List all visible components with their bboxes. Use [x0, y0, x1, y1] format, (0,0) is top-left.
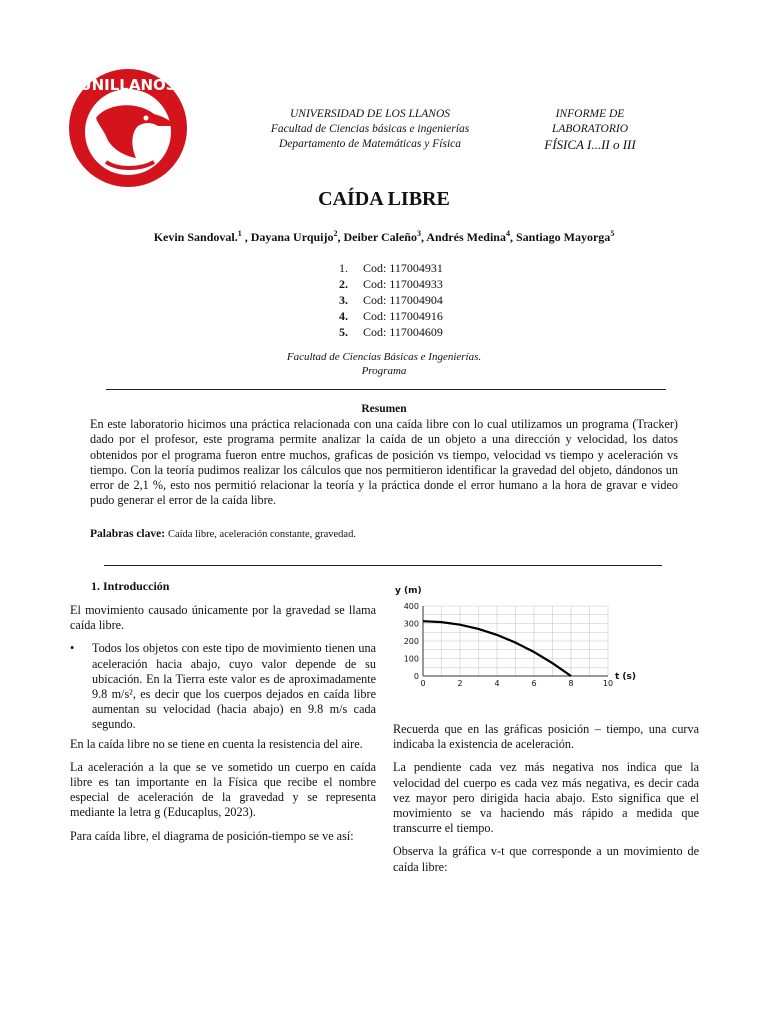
affiliation-line-1: Facultad de Ciencias Básicas e Ingenierías. [286, 351, 482, 363]
chart-x-axis-label: t (s) [615, 672, 637, 682]
keywords [90, 528, 678, 540]
paragraph: En la caída libre no se tiene en cuenta la resistencia del aire. [70, 736, 363, 751]
author-list [0, 229, 768, 245]
author-sup: 1 [237, 229, 242, 238]
university-logo [66, 66, 190, 190]
author-sup: 2 [333, 229, 338, 238]
code-text: Cod: 117004916 [363, 309, 443, 323]
paragraph: El movimiento causado únicamente por la gravedad se llama caída libre. [70, 603, 376, 633]
chart-y-tick-label: 100 [403, 654, 419, 664]
paragraph: La aceleración a la que se ve sometido un cuerpo en caída libre es tan importante en la Física que recibe el nombre especial de aceleración de la gravedad y se representa mediante la letra g (Educaplus, 2023). [70, 759, 376, 820]
chart-y-tick-label: 200 [403, 637, 419, 646]
code-number: 4. [339, 309, 348, 323]
bullet-icon: • [70, 641, 75, 656]
chart-y-tick-label: 0 [413, 672, 419, 681]
paragraph: La pendiente cada vez más negativa nos indica que la velocidad del cuerpo es cada vez más negativa, es decir cada vez mayor pero dirigida hacia abajo. Esto significa que el movimiento se va haciendo más rápido a medida que transcurre el tiempo. [393, 760, 699, 836]
author-sep: , [509, 230, 516, 244]
chart-x-tick-label: 8 [568, 679, 574, 688]
chart-y-tick-label: 400 [403, 602, 419, 611]
report-header [530, 107, 650, 152]
university-name: UNIVERSIDAD DE LOS LLANOS [289, 108, 451, 120]
paragraph: Recuerda que en las gráficas posición – tiempo, una curva indicaba la existencia de aceleración. [393, 722, 699, 752]
paragraph: Para caída libre, el diagrama de posición-tiempo se ve así: [70, 828, 354, 843]
code-row [339, 292, 443, 308]
author-name: Deiber Caleño [343, 230, 417, 244]
code-text: Cod: 117004904 [363, 293, 443, 307]
code-text: Cod: 117004931 [363, 261, 443, 275]
author-sep: , [420, 230, 427, 244]
chart-x-tick-label: 4 [494, 679, 500, 688]
section-heading: 1. Introducción [91, 579, 170, 593]
affiliation-line-2: Programa [361, 365, 407, 377]
report-line-2: LABORATORIO [551, 123, 629, 135]
code-number: 1. [339, 261, 348, 275]
author-name: Andrés Medina [426, 230, 506, 244]
report-line-1: INFORME DE [555, 108, 625, 120]
faculty-name: Facultad de Ciencias básicas e ingenierías [270, 123, 470, 135]
code-text: Cod: 117004933 [363, 277, 443, 291]
code-text: Cod: 117004609 [363, 325, 443, 339]
author-sup: 4 [505, 229, 510, 238]
code-number: 5. [339, 325, 348, 339]
chart-grid [423, 606, 608, 676]
code-row [339, 276, 443, 292]
divider [106, 389, 666, 390]
affiliation [0, 350, 768, 378]
author-sep: , [241, 230, 251, 244]
position-time-chart [393, 580, 653, 692]
bullet-item [70, 641, 376, 732]
paper-title: CAÍDA LIBRE [318, 188, 450, 210]
author-name: Dayana Urquijo [250, 230, 334, 244]
keywords-text: Caída libre, aceleración constante, gravedad. [167, 529, 356, 540]
university-header [250, 107, 490, 152]
report-line-3: FÍSICA I...II o III [544, 137, 636, 152]
bullet-text: Todos los objetos con este tipo de movimiento tienen una aceleración hacia abajo, cuyo valor depende de su ubicación. En la Tierra este valor es de aproximadamente 9.8 m/s², es decir que los cuerpos dejados en caída libre aumentan su velocidad (hacia abajo) en 9.8 m/s cada segundo. [92, 641, 376, 732]
chart-x-tick-label: 0 [420, 679, 426, 688]
chart-x-tick-label: 2 [457, 679, 463, 688]
author-sup: 5 [610, 229, 615, 238]
chart-x-tick-label: 6 [531, 679, 537, 688]
paragraph: Observa la gráfica v-t que corresponde a un movimiento de caída libre: [393, 844, 699, 874]
code-row [339, 260, 443, 276]
code-number: 3. [339, 293, 348, 307]
author-name: Santiago Mayorga [515, 230, 611, 244]
author-sep: , [337, 230, 344, 244]
abstract-title: Resumen [361, 403, 407, 415]
author-name: Kevin Sandoval. [153, 230, 238, 244]
code-number: 2. [339, 277, 348, 291]
author-codes [339, 260, 443, 340]
code-row [339, 308, 443, 324]
chart-x-tick-label: 10 [602, 679, 614, 688]
code-row [339, 324, 443, 340]
right-column [393, 722, 699, 883]
logo-lettering: UNILLANOS [79, 76, 177, 94]
abstract-text: En este laboratorio hicimos una práctica relacionada con una caída libre con lo cual utilizamos un programa (Tracker) dado por el profesor, este programa permite analizar la caída de un objeto a una dirección y velocidad, los datos obtenidos por el programa fueron entre muchos, graficas de posición vs tiempo, velocidad vs tiempo y aceleración vs tiempo. Con la teoría pudimos realizar los cálculos que nos permitieron identificar la gravedad del objeto, dándonos un error de 2,1 %, esto nos permitió relacionar la teoría y la práctica donde el error humano a la hora de gravar e video pudo generar el error de la caída libre. [90, 417, 678, 508]
divider [104, 565, 662, 566]
author-sup: 3 [416, 229, 421, 238]
chart-y-tick-label: 300 [403, 619, 419, 629]
department-name: Departamento de Matemáticas y Física [278, 138, 462, 150]
keywords-label: Palabras clave: [90, 528, 166, 540]
left-column [70, 603, 376, 852]
chart-y-axis-label: y (m) [395, 586, 422, 596]
